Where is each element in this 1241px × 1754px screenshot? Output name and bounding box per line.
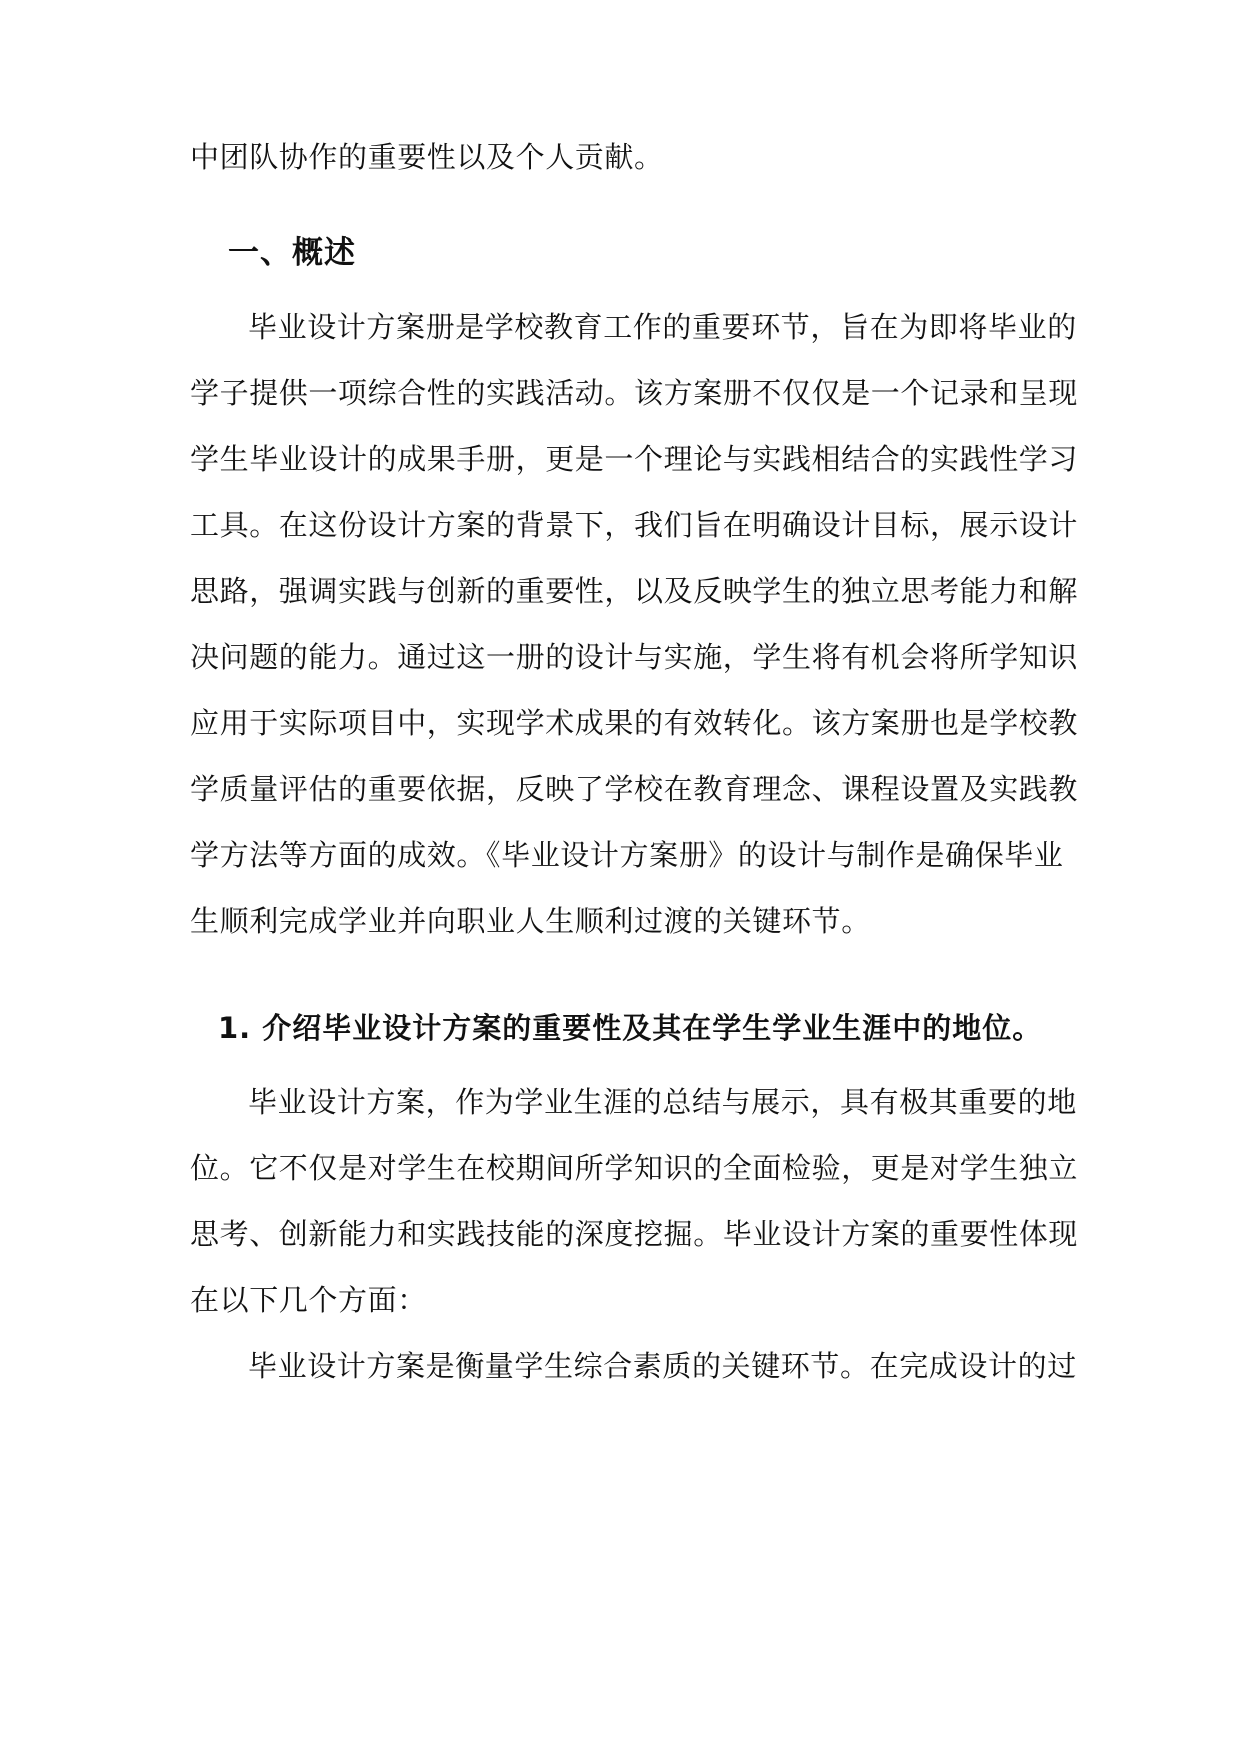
intro-tail-line: 中团队协作的重要性以及个人贡献。 bbox=[190, 140, 664, 174]
paragraph-line: 决问题的能力。通过这一册的设计与实施，学生将有机会将所学知识 bbox=[190, 640, 1079, 674]
subsection-heading: 1. 介绍毕业设计方案的重要性及其在学生学业生涯中的地位。 bbox=[218, 1011, 1043, 1045]
paragraph-line: 在以下几个方面： bbox=[190, 1283, 427, 1317]
paragraph-line: 毕业设计方案册是学校教育工作的重要环节，旨在为即将毕业的 bbox=[248, 310, 1077, 344]
paragraph-line: 学方法等方面的成效。《毕业设计方案册》的设计与制作是确保毕业 bbox=[190, 838, 1064, 872]
paragraph-line: 学生毕业设计的成果手册，更是一个理论与实践相结合的实践性学习 bbox=[190, 442, 1079, 476]
paragraph-line: 位。它不仅是对学生在校期间所学知识的全面检验，更是对学生独立 bbox=[190, 1151, 1079, 1185]
paragraph-line: 应用于实际项目中，实现学术成果的有效转化。该方案册也是学校教 bbox=[190, 706, 1079, 740]
paragraph-line: 思路，强调实践与创新的重要性，以及反映学生的独立思考能力和解 bbox=[190, 574, 1079, 608]
paragraph-line: 毕业设计方案是衡量学生综合素质的关键环节。在完成设计的过 bbox=[248, 1349, 1077, 1383]
paragraph-line: 思考、创新能力和实践技能的深度挖掘。毕业设计方案的重要性体现 bbox=[190, 1217, 1079, 1251]
paragraph-line: 学质量评估的重要依据，反映了学校在教育理念、课程设置及实践教 bbox=[190, 772, 1079, 806]
paragraph-line: 毕业设计方案，作为学业生涯的总结与展示，具有极其重要的地 bbox=[248, 1085, 1077, 1119]
section-heading-overview: 一、概述 bbox=[228, 235, 356, 271]
paragraph-line: 工具。在这份设计方案的背景下，我们旨在明确设计目标，展示设计 bbox=[190, 508, 1079, 542]
paragraph-line: 生顺利完成学业并向职业人生顺利过渡的关键环节。 bbox=[190, 904, 871, 938]
paragraph-line: 学子提供一项综合性的实践活动。该方案册不仅仅是一个记录和呈现 bbox=[190, 376, 1079, 410]
